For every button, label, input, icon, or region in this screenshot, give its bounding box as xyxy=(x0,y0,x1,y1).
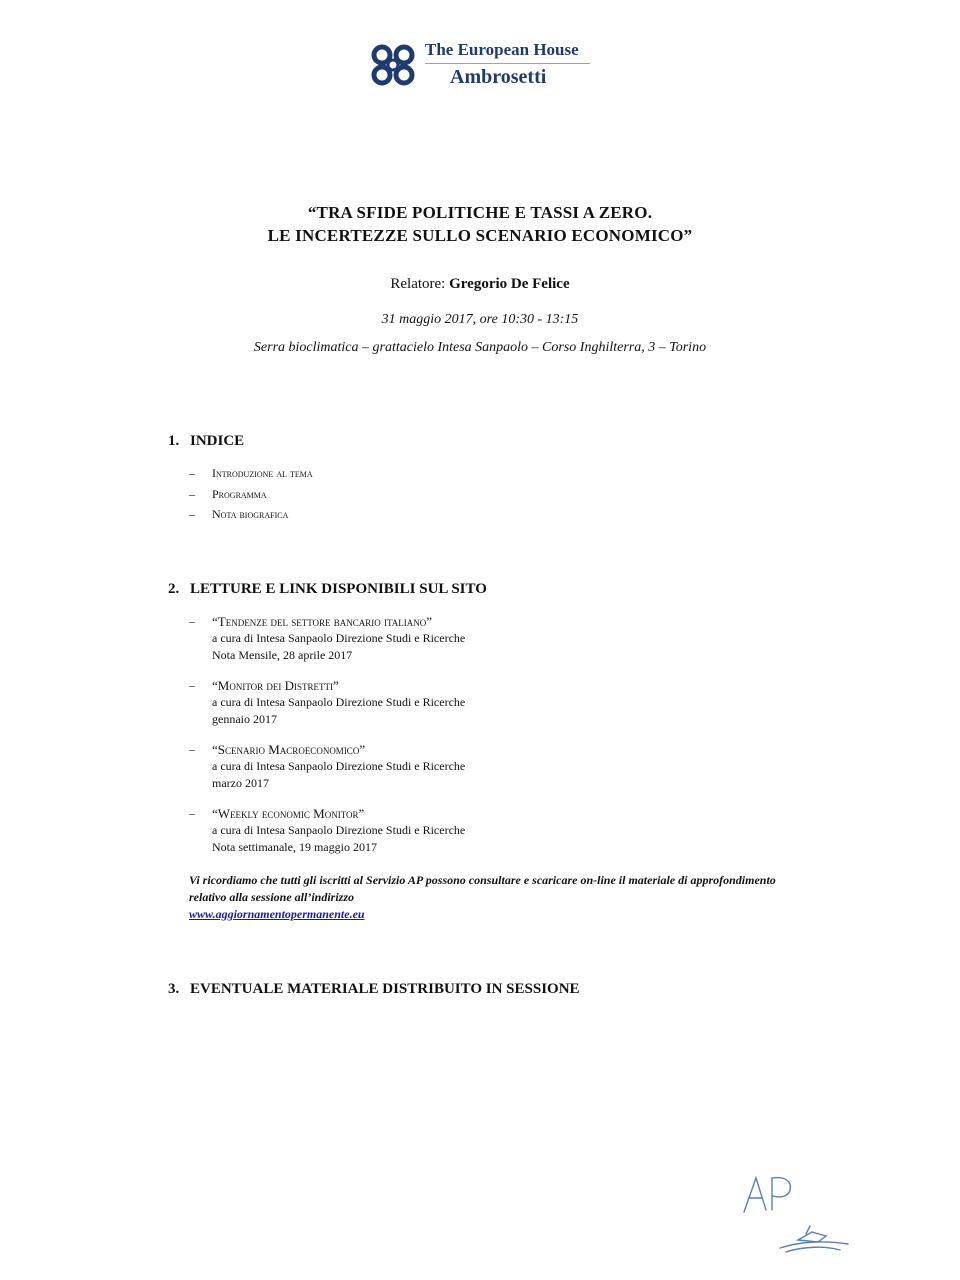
index-list xyxy=(189,466,313,528)
reading-item xyxy=(189,613,465,677)
document-title-line1: “TRA SFIDE POLITICHE E TASSI A ZERO. xyxy=(307,203,653,222)
speaker-line xyxy=(120,276,840,293)
section-number: 2. xyxy=(168,581,180,597)
ap-signature-icon xyxy=(740,1170,855,1255)
reading-title: “Tendenze del settore bancario italiano” xyxy=(212,614,433,629)
dash-bullet: – xyxy=(189,507,195,521)
reading-author: a cura di Intesa Sanpaolo Direzione Studi e Ricerche xyxy=(212,631,466,645)
website-link[interactable]: www.aggiornamentopermanente.eu xyxy=(189,907,365,921)
online-material-note xyxy=(189,872,804,923)
document-title-line2: LE INCERTEZZE SULLO SCENARIO ECONOMICO” xyxy=(267,226,693,245)
dash-bullet: – xyxy=(189,614,195,628)
reading-title: “Scenario Macroeconomico” xyxy=(212,742,366,757)
dash-bullet: – xyxy=(189,466,195,480)
index-item: – Nota biografica xyxy=(189,507,289,521)
reading-item xyxy=(189,677,465,741)
dash-bullet: – xyxy=(189,678,195,692)
speaker-label: Relatore: xyxy=(390,276,446,292)
speaker-name: Gregorio De Felice xyxy=(449,276,570,292)
section-title: INDICE xyxy=(190,433,245,449)
reading-date: gennaio 2017 xyxy=(212,712,277,726)
section-number: 3. xyxy=(168,981,180,997)
reading-title: “Monitor dei Distretti” xyxy=(212,678,339,693)
logo-divider xyxy=(425,63,590,64)
ambrosetti-logo xyxy=(370,40,600,92)
section-title: EVENTUALE MATERIALE DISTRIBUITO IN SESSIONE xyxy=(190,981,580,997)
reading-date: marzo 2017 xyxy=(212,776,269,790)
section-heading-letture xyxy=(168,581,487,598)
index-item: – Programma xyxy=(189,486,267,501)
reading-author: a cura di Intesa Sanpaolo Direzione Studi e Ricerche xyxy=(212,759,466,773)
reading-date: Nota settimanale, 19 maggio 2017 xyxy=(212,840,377,854)
reading-date: Nota Mensile, 28 aprile 2017 xyxy=(212,648,353,662)
event-datetime: 31 maggio 2017, ore 10:30 - 13:15 xyxy=(381,312,579,327)
reading-author: a cura di Intesa Sanpaolo Direzione Studi e Ricerche xyxy=(212,695,466,709)
reading-item xyxy=(189,741,465,805)
readings-list xyxy=(189,613,465,869)
dash-bullet: – xyxy=(189,486,195,501)
event-location: Serra bioclimatica – grattacielo Intesa Sanpaolo – Corso Inghilterra, 3 – Torino xyxy=(253,340,707,355)
ambrosetti-logo-icon xyxy=(370,43,416,87)
dash-bullet: – xyxy=(189,742,195,756)
index-item: – Introduzione al tema xyxy=(189,466,313,480)
reading-title: “Weekly economic Monitor” xyxy=(212,806,365,821)
reading-item xyxy=(189,805,465,869)
reading-author: a cura di Intesa Sanpaolo Direzione Studi e Ricerche xyxy=(212,823,466,837)
section-title: LETTURE E LINK DISPONIBILI SUL SITO xyxy=(190,581,487,597)
note-text: Vi ricordiamo che tutti gli iscritti al Servizio AP possono consultare e scaricare on-line il materiale di approfondimento relativo alla sessione all’indirizzo xyxy=(189,873,776,904)
section-heading-materiale xyxy=(168,981,580,998)
dash-bullet: – xyxy=(189,806,195,820)
logo-company-line2: Ambrosetti xyxy=(450,66,547,88)
section-heading-indice xyxy=(168,433,244,450)
section-number: 1. xyxy=(168,433,180,449)
logo-company-line1: The European House xyxy=(425,40,579,59)
